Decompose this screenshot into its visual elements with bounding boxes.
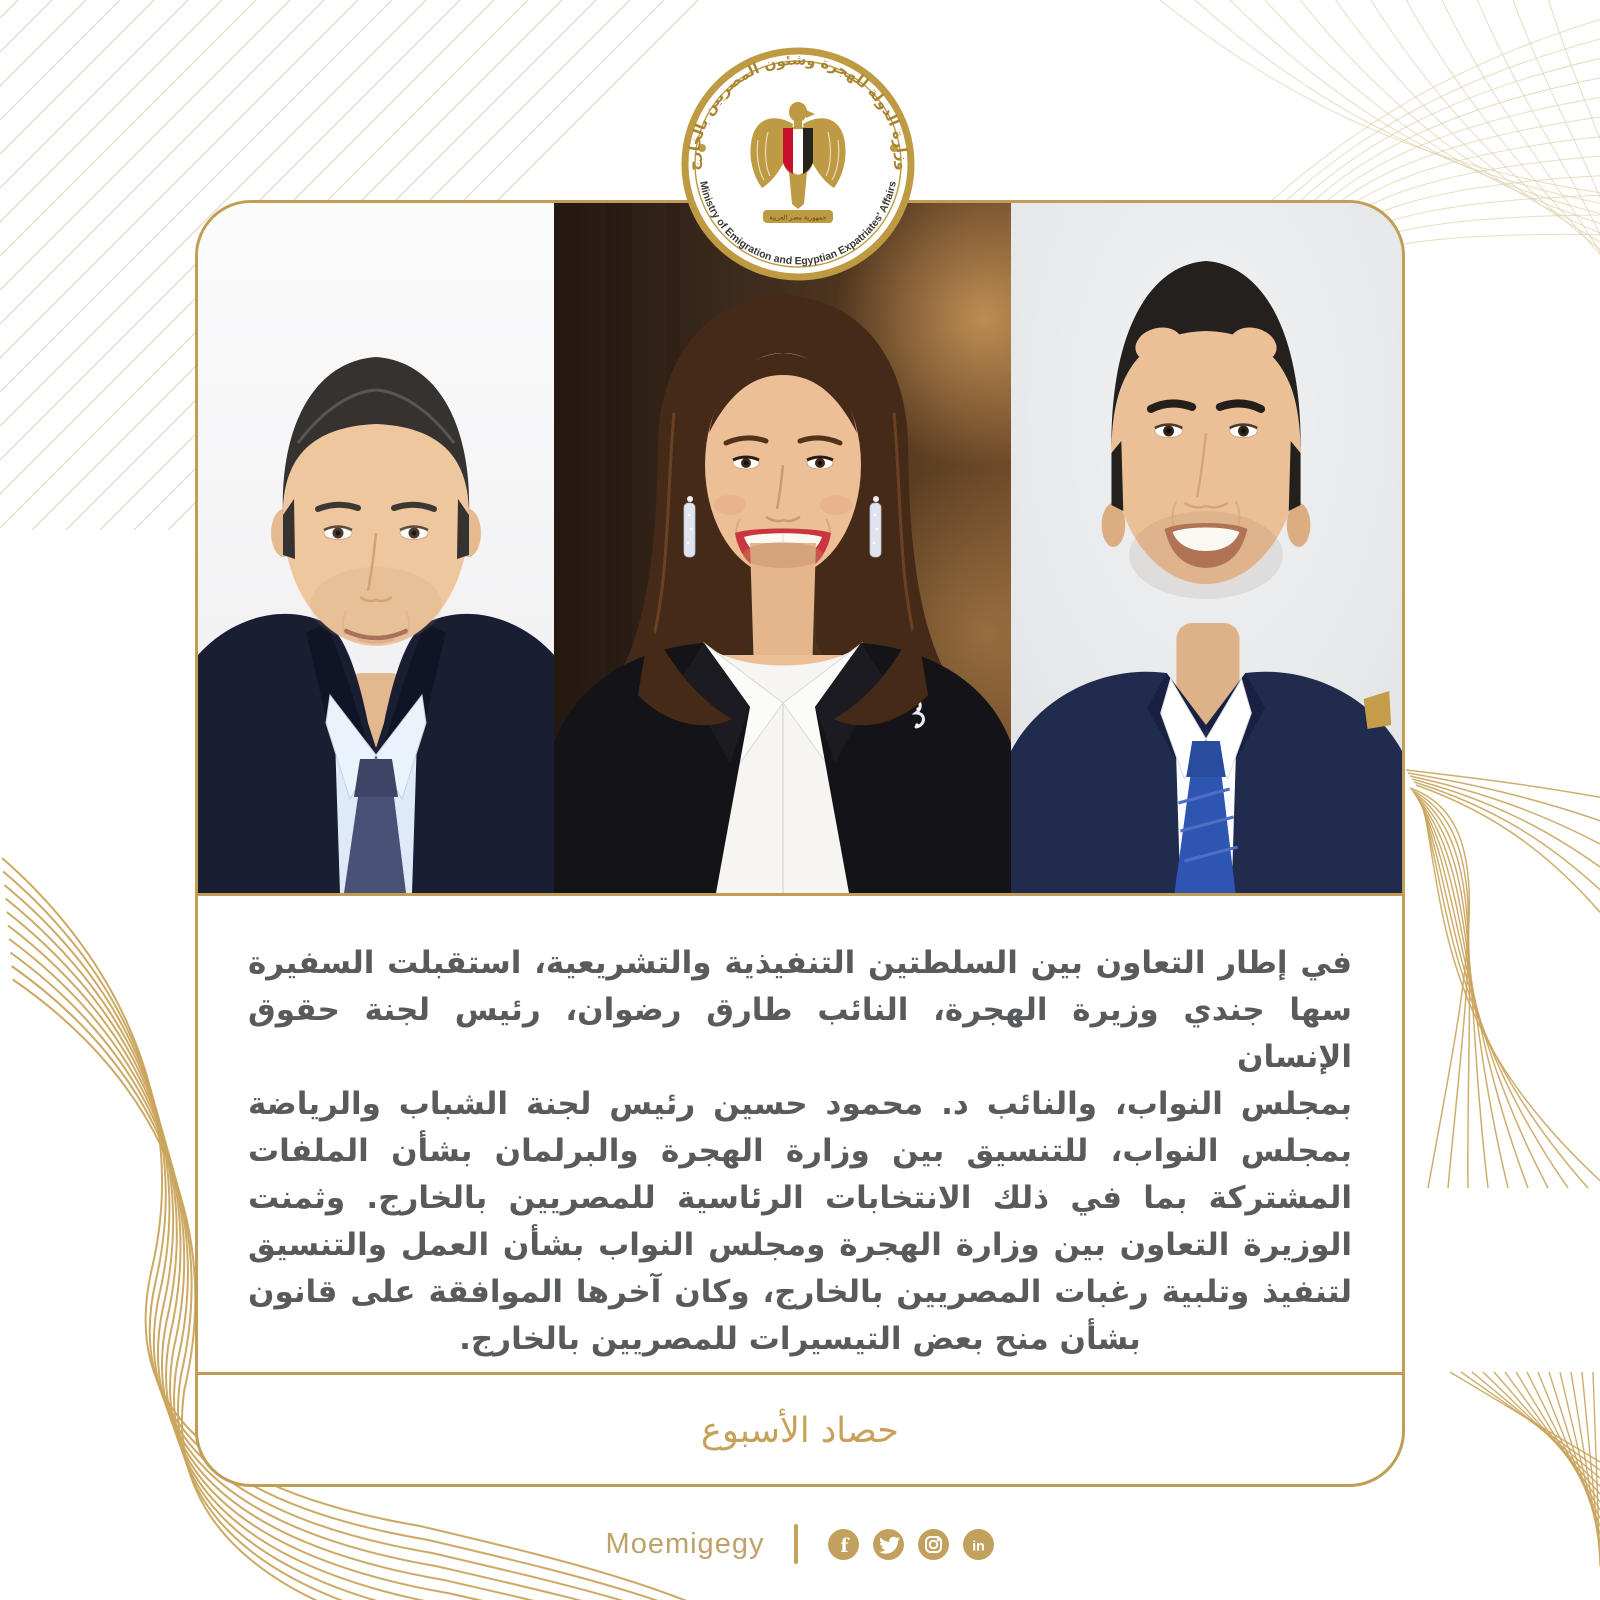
content-card [195, 200, 1405, 1487]
article-line: لتنفيذ وتلبية رغبات المصريين بالخارج، وكان آخرها الموافقة على قانون [248, 1274, 1352, 1310]
portrait-photo-center [554, 203, 1011, 893]
svg-text:f: f [840, 1534, 850, 1557]
seal-english-text: Ministry of Emigration and Egyptian Expatriates' Affairs [697, 180, 899, 268]
social-icons [828, 1529, 994, 1560]
instagram-icon[interactable] [918, 1529, 949, 1560]
article-line: بمجلس النواب، والنائب د. محمود حسين رئيس لجنة الشباب والرياضة [248, 1086, 1352, 1122]
eagle-banner-text: جمهورية مصر العربية [769, 213, 827, 222]
article-line: في إطار التعاون بين السلطتين التنفيذية والتشريعية، استقبلت السفيرة [248, 945, 1352, 981]
article-text-box [198, 896, 1402, 1372]
male-official-left-illustration [198, 203, 554, 893]
footer-separator [794, 1524, 798, 1564]
caption-label: حصاد الأسبوع [701, 1410, 899, 1451]
article-line: الوزيرة التعاون بين وزارة الهجرة ومجلس النواب بشأن العمل والتنسيق [248, 1227, 1352, 1263]
twitter-icon[interactable] [873, 1529, 904, 1560]
portrait-photo-left [198, 203, 554, 893]
photo-strip [198, 203, 1402, 896]
article-line: سها جندي وزيرة الهجرة، النائب طارق رضوان، رئيس لجنة حقوق الإنسان [248, 992, 1352, 1075]
male-official-right-illustration [1011, 203, 1402, 893]
portrait-photo-right [1011, 203, 1402, 893]
linkedin-icon[interactable] [963, 1529, 994, 1560]
caption-box [198, 1372, 1402, 1486]
article-line: المشتركة بما في ذلك الانتخابات الرئاسية للمصريين بالخارج. وثمنت [248, 1180, 1352, 1216]
svg-text:in: in [972, 1537, 986, 1553]
female-minister-illustration [554, 203, 1011, 893]
article-line: بشأن منح بعض التيسيرات للمصريين بالخارج. [459, 1321, 1141, 1357]
ministry-seal-logo [678, 44, 918, 284]
footer-bar [0, 1524, 1600, 1564]
facebook-icon[interactable] [828, 1529, 859, 1560]
seal-arabic-text: وزارة الدولة للهجرة وشئون المصريين بالخارج [686, 52, 910, 171]
social-handle: Moemigegy [605, 1527, 765, 1560]
article-line: بمجلس النواب، للتنسيق بين وزارة الهجرة والبرلمان بشأن الملفات [248, 1133, 1352, 1169]
